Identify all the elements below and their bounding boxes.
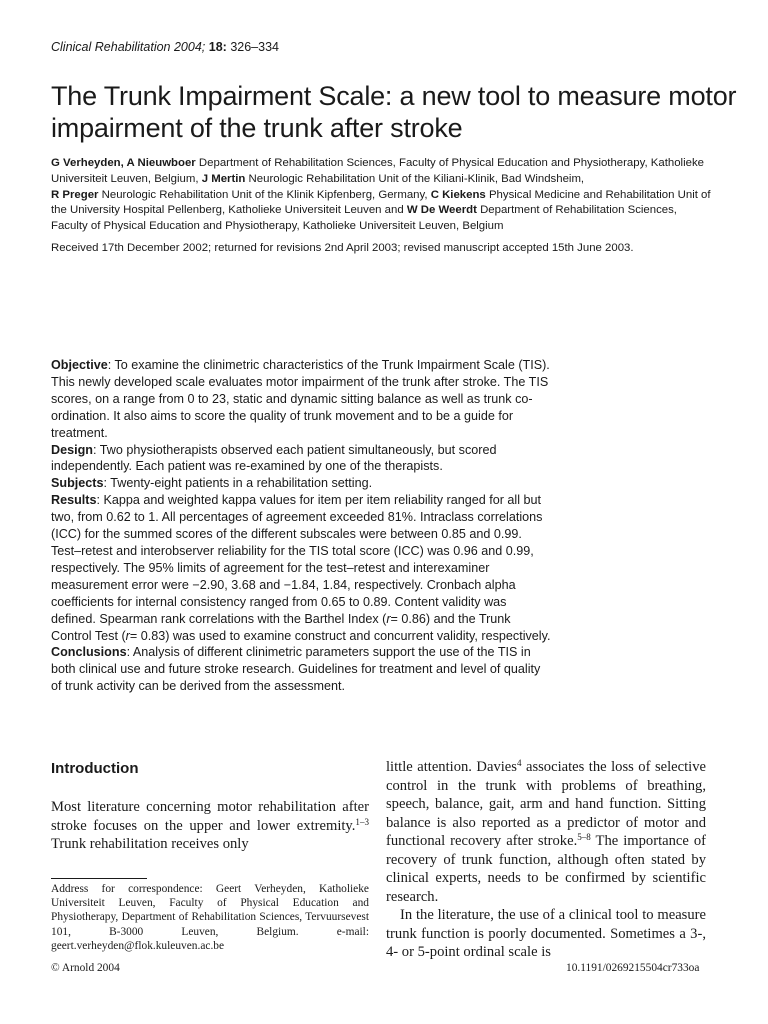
- results-text: : Kappa and weighted kappa values for item per item reliability ranged for all but two, from 0.62 to 1. All percentages of agreement exceeded 81%. Intraclass correlations (ICC) for the summed scores of the different subscales were between 0.85 and 0.99. Test–retest and interobserver reliability for the TIS total score (ICC) was 0.96 and 0.99, respectively. The 95% limits of agreement for the test–retest and interexaminer measurement error were −2.90, 3.68 and −1.84, 1.84, respectively. Cronbach alpha coefficients for internal consistency ranged from 0.65 to 0.89. Content validity was defined. Spearman rank correlations with the Barthel Index (: [51, 493, 543, 626]
- citation-ref: 1–3: [355, 816, 369, 827]
- body-column-left: [51, 798, 369, 854]
- body-paragraph: [386, 758, 706, 906]
- conclusions-text: : Analysis of different clinimetric parameters support the use of the TIS in both clinical use and future stroke research. Guidelines for treatment and level of quality of trunk activity can be derived from the assessment.: [51, 645, 541, 694]
- abstract-design: [51, 442, 551, 476]
- results-variable: r: [386, 611, 391, 626]
- body-text: Trunk rehabilitation receives only: [51, 836, 249, 852]
- body-paragraph: In the literature, the use of a clinical tool to measure trunk function is poorly documented. Sometimes a 3-, 4- or 5-point ordinal scale is: [386, 907, 706, 960]
- citation-ref: 5–8: [577, 832, 591, 843]
- body-text: little attention. Davies: [386, 759, 517, 775]
- subjects-text: : Twenty-eight patients in a rehabilitation setting.: [103, 476, 373, 491]
- results-label: Results: [51, 493, 97, 508]
- results-variable: r: [125, 628, 130, 643]
- design-label: Design: [51, 442, 93, 457]
- journal-pages: 326–334: [230, 40, 279, 54]
- body-text: Most literature concerning motor rehabilitation after stroke focuses on the upper and lower extremity.: [51, 799, 369, 834]
- abstract-conclusions: [51, 644, 551, 695]
- conclusions-label: Conclusions: [51, 645, 127, 660]
- abstract: [51, 357, 551, 695]
- author-affiliation: Department of Rehabilitation Sciences, Faculty of Physical Education and Physiotherapy, Katholieke Universiteit Leuven, Belgium: [51, 204, 677, 233]
- journal-name: Clinical Rehabilitation 2004;: [51, 40, 206, 54]
- abstract-subjects: [51, 475, 551, 492]
- body-column-right: [386, 758, 706, 962]
- results-text: = 0.83) was used to examine construct and concurrent validity, respectively.: [129, 628, 551, 643]
- author-affiliation: Neurologic Rehabilitation Unit of the Kiliani-Klinik, Bad Windsheim,: [248, 172, 585, 185]
- subjects-label: Subjects: [51, 476, 104, 491]
- journal-citation: [51, 40, 279, 54]
- author-name: C Kiekens: [430, 188, 486, 201]
- objective-text: : To examine the clinimetric characteristics of the Trunk Impairment Scale (TIS). This newly developed scale evaluates motor impairment of the trunk after stroke. The TIS scores, on a range from 0 to 23, static and dynamic sitting balance as well as trunk co-ordination. It also aims to score the quality of trunk movement and to be a guide for treatment.: [51, 358, 550, 440]
- abstract-objective: [51, 357, 551, 442]
- results-text: = 0.86) and the Trunk Control Test (: [51, 611, 511, 643]
- design-text: : Two physiotherapists observed each patient simultaneously, but scored independently. Each patient was re-examined by one of the therapists.: [51, 442, 497, 474]
- correspondence-address: Address for correspondence: Geert Verheyden, Katholieke Universiteit Leuven, Faculty of Physical Education and Physiotherapy, Department of Rehabilitation Sciences, Tervuursevest 101, B-3000 Leuven, Belgium. e-mail: geert.verheyden@flok.kuleuven.ac.be: [51, 883, 369, 952]
- author-name: R Preger: [51, 188, 99, 201]
- body-text: associates the loss of selective control in the trunk with problems of breathing, speech, balance, gait, arm and hand function. Sitting balance is also reported as a predictor of motor and functional recovery after stroke.: [386, 759, 706, 849]
- author-name: J Mertin: [201, 172, 246, 185]
- received-dates: Received 17th December 2002; returned for revisions 2nd April 2003; revised manuscript accepted 15th June 2003.: [51, 242, 634, 254]
- abstract-results: [51, 492, 551, 644]
- introduction-heading: Introduction: [51, 760, 139, 777]
- author-affiliation: Physical Medicine and Rehabilitation Unit of the University Hospital Pellenberg, Katholieke Universiteit Leuven and: [51, 188, 711, 217]
- author-affiliation: Department of Rehabilitation Sciences, Faculty of Physical Education and Physiotherapy, Katholieke Universiteit Leuven, Belgium,: [51, 157, 704, 185]
- article-title: The Trunk Impairment Scale: a new tool to measure motor impairment of the trunk after stroke: [51, 81, 737, 143]
- author-list: [51, 156, 711, 235]
- objective-label: Objective: [51, 358, 108, 372]
- author-name: G Verheyden, A Nieuwboer: [51, 157, 196, 169]
- author-name: W De Weerdt: [406, 204, 477, 217]
- footnote-divider: [51, 878, 147, 879]
- citation-ref: 4: [516, 758, 522, 769]
- journal-volume: 18:: [208, 40, 227, 54]
- body-text: The importance of recovery of trunk function, although often stated by clinical experts, needs to be confirmed by scientific research.: [386, 833, 707, 905]
- copyright-notice: © Arnold 2004: [51, 962, 120, 974]
- author-affiliation: Neurologic Rehabilitation Unit of the Klinik Kipfenberg, Germany,: [101, 188, 428, 201]
- doi: 10.1191/0269215504cr733oa: [566, 962, 700, 974]
